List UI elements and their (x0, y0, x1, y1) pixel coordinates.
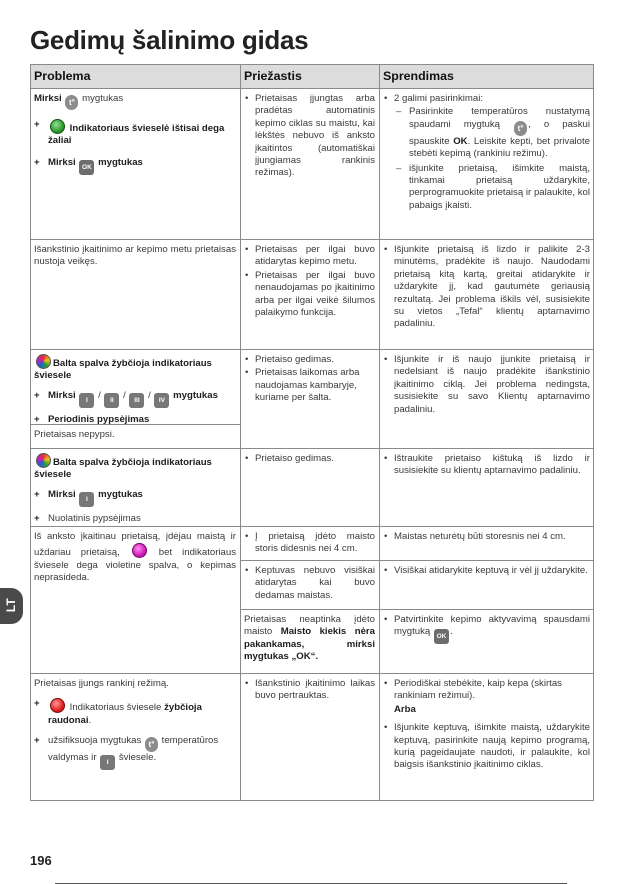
row3-solution (379, 350, 594, 419)
manual-mode-text: Prietaisas įjungs rankinį režimą. (34, 678, 169, 689)
ok-button-icon: OK (434, 629, 449, 644)
cause-text: • Prietaisas laikomas arba naudojamas kambaryje, kuriame per šalta. (244, 367, 375, 404)
multicolor-indicator-icon (36, 354, 51, 369)
blink-ok-suffix: mygtukas (98, 156, 143, 168)
or-label: Arba (394, 703, 416, 715)
row4-problem: Balta spalva žybčioja indikatoriaus šviesele + Mirksi I mygtukas + Nuolatinis pypsėjimas (30, 449, 240, 527)
row4-cause (240, 449, 379, 468)
row6-solution (379, 674, 594, 775)
thermometer-icon: t° (65, 95, 78, 110)
program-icon: I (100, 755, 115, 770)
solution-option-2: – išjunkite prietaisą, išimkite maistą, tinkamai prietaisą uždarykite, perprogramuokite prietaisą ir palaukite, kol pabaigs įkaisti. (383, 163, 590, 213)
row3-cause (240, 350, 379, 408)
cause-text: • Keptuvas nebuvo visiškai atidarytas kai buvo dedamas maistas. (244, 565, 375, 602)
troubleshooting-table (30, 64, 594, 801)
header-problem: Problema (30, 64, 240, 88)
solution-text: • Išjunkite prietaisą iš lizdo ir palikite 2-3 minutėms, pradėkite iš naujo. Naudodami prietaisą kitą kartą, greitai atidarykite ir uždarykite jį, kad gautumėte geriausią rezultatą. Jei problema iškils vėl, susisiekite su vietos „Tefal“ klientų aptarnavimo padaliniu. (383, 244, 590, 331)
row5-solution-3: • Patvirtinkite kepimo aktyvavimą spausdami mygtuką OK . (379, 610, 594, 647)
solution-text: • Ištraukite prietaiso kištuką iš lizdo ir susisiekite su klientų aptarnavimo padaliniu. (383, 453, 590, 478)
problem-title: Balta spalva žybčioja indikatoriaus šviesele (34, 358, 212, 382)
solution-option-1: – Pasirinkite temperatūros nustatymą spaudami mygtuką t° , o paskui spauskite OK. Leiskite kepti, bet privalote stebėti kepimą (rankiniu režimu). (383, 106, 590, 160)
program-icon: I (79, 492, 94, 507)
blink-label: Mirksi (48, 389, 76, 401)
row6-cause (240, 674, 379, 706)
row5-problem: Iš anksto įkaitinau prietaisą, įdėjau maistą ir uždariau prietaisą, bet indikatoriaus šviesele dega violetine spalva, o kepimas neprasideda. (34, 531, 236, 584)
row5-cause-1 (240, 527, 379, 559)
cause-text: • Išankstinio įkaitinimo laikas buvo pertrauktas. (244, 678, 375, 703)
thermometer-icon: t° (145, 737, 158, 752)
row2-problem: Išankstinio įkaitinimo ar kepimo metu prietaisas nustoja veikęs. (34, 244, 236, 268)
row3-sub: Prietaisas nepypsi. (34, 429, 115, 440)
page-number: 196 (30, 853, 52, 868)
beeping-text: Nuolatinis pypsėjimas (48, 512, 141, 524)
program-1-icon: I (79, 393, 94, 408)
blink-ok-label: Mirksi (48, 156, 76, 168)
row2-cause (240, 240, 379, 322)
blink-suffix: mygtukas (82, 93, 124, 104)
cause-text: • Prietaisas per ilgai buvo nenaudojamas po įkaitinimo arba per ilgai veikė šilumos palaikymo funkcija. (244, 270, 375, 320)
solution-text: • Išjunkite keptuvą, išimkite maistą, uždarykite keptuvą, pasirinkite naują kepimo programą, kurią pageidaujate naudoti, ir palaukite, kol baigsis išankstinio įkaitinimo ciklas. (383, 722, 590, 772)
row6-problem: Prietaisas įjungs rankinį režimą. + Indikatoriaus šviesele žybčioja raudonai. + užsifiksuoja mygtukas t° temperatūros valdymas ir I šviesele. (30, 674, 240, 772)
cause-text: • Prietaisas per ilgai buvo atidarytas kepimo metu. (244, 244, 375, 269)
cause-text: • Prietaiso gedimas. (244, 453, 375, 465)
language-tab: LT (0, 588, 23, 624)
red-indicator-icon (50, 698, 65, 713)
solution-text: • Visiškai atidarykite keptuvą ir vėl jį uždarykite. (383, 565, 590, 577)
ok-button-icon: OK (79, 160, 94, 175)
solution-text: • Maistas neturėtų būti storesnis nei 4 cm. (383, 531, 590, 543)
blink-label: Mirksi (34, 93, 62, 104)
row1-solution (379, 89, 594, 216)
row1-cause (240, 89, 379, 183)
solution-text: • Periodiškai stebėkite, kaip kepa (skirtas rankiniam režimui). (383, 678, 590, 703)
thermometer-icon: t° (514, 121, 527, 136)
solution-text: • Išjunkite ir iš naujo įjunkite prietaisą ir nedelsiant iš naujo pradėkite išankstinio įkaitinimo ciklą. Jei problema nedingsta, susisiekite su savo Klientų aptarnavimo padaliniu. (383, 354, 590, 416)
cause-text: • Prietaiso gedimas. (244, 354, 375, 366)
row5-cause-3: Prietaisas neaptinka įdėto maisto Maisto kiekis nėra pakankamas, mirksi mygtukas „OK“. (244, 614, 375, 663)
row5-solution-2 (379, 561, 594, 580)
blink-label: Mirksi (48, 488, 76, 500)
green-light-text: Indikatoriaus švieselė ištisai dega žaliai (48, 123, 225, 147)
row5-cause-2 (240, 561, 379, 605)
row3-problem: Balta spalva žybčioja indikatoriaus šviesele + Mirksi I / II / III / IV mygtukas + Periodinis pypsėjimas (30, 350, 240, 428)
row1-problem: Mirksi t° mygtukas + Indikatoriaus švieselė ištisai dega žaliai + Mirksi OK mygtukas (30, 89, 240, 177)
multicolor-indicator-icon (36, 453, 51, 468)
cause-text: • Į prietaisą įdėto maisto storis didesnis nei 4 cm. (244, 531, 375, 556)
header-solution: Sprendimas (379, 64, 594, 88)
green-indicator-icon (50, 119, 65, 134)
program-2-icon: II (104, 393, 119, 408)
page-title: Gedimų šalinimo gidas (30, 25, 309, 55)
program-4-icon: IV (154, 393, 169, 408)
header-cause: Priežastis (240, 64, 379, 88)
problem-title: Balta spalva žybčioja indikatoriaus šviesele (34, 457, 212, 481)
row2-solution (379, 240, 594, 334)
beeping-text: Periodinis pypsėjimas (48, 413, 150, 425)
purple-indicator-icon (132, 543, 147, 558)
row5-solution-1 (379, 527, 594, 546)
solution-intro: • 2 galimi pasirinkimai: (383, 93, 590, 105)
row4-solution (379, 449, 594, 481)
program-3-icon: III (129, 393, 144, 408)
cause-text: • Prietaisas įjungtas arba pradėtas automatinis kepimo ciklas su maistu, kai lėkštės nebuvo iš anksto įkaitintos (automatiškai įjungiamas rankinis režimas). (244, 93, 375, 180)
